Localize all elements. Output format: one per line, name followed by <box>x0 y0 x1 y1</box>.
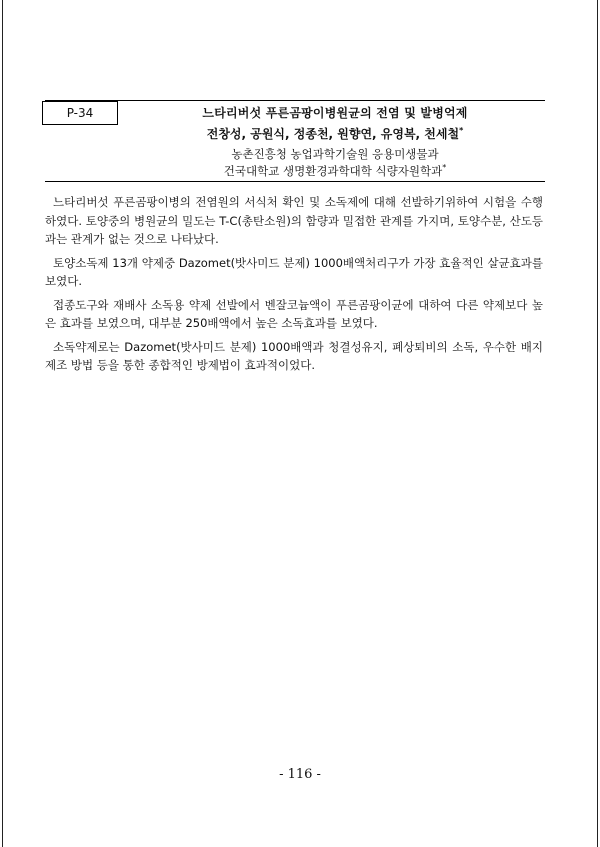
page-number: - 116 - <box>279 767 321 782</box>
paragraph: 소독약제로는 Dazomet(밧사미드 분제) 1000배액과 청결성유지, 폐상퇴비의 소독, 우수한 배지제조 방법 등을 통한 종합적인 방제법이 효과적이었다. <box>45 339 543 372</box>
author-list <box>130 125 540 142</box>
page-border-left <box>2 0 3 847</box>
affiliation-2-text: 건국대학교 생명환경과학대학 식량자원학과 <box>223 164 443 178</box>
affiliation-1: 농촌진흥청 농업과학기술원 응용미생물과 <box>231 147 439 161</box>
author-names: 전창성, 공원식, 정종천, 원향연, 유영복, 천세철 <box>206 127 460 141</box>
paragraph: 토양소독제 13개 약제중 Dazomet(밧사미드 분제) 1000배액처리구가 가장 효율적인 살균효과를 보였다. <box>45 255 543 288</box>
paragraph: 느타리버섯 푸른곰팡이병의 전염원의 서식처 확인 및 소독제에 대해 선발하기위하여 시험을 수행하였다. 토양중의 병원균의 밀도는 T-C(총탄소원)의 함량과 밀접한 관계를 가지며, 토양수분, 산도등과는 관계가 없는 것으로 나타났다. <box>45 195 543 246</box>
poster-id-box: P-34 <box>42 101 118 125</box>
author-affiliation-mark: * <box>459 126 464 135</box>
affiliation-2-mark: * <box>442 163 447 173</box>
header-rule-top <box>45 100 545 101</box>
paragraph: 접종도구와 재배사 소독용 약제 선발에서 벤잘코늄액이 푸른곰팡이균에 대하여 다른 약제보다 높은 효과를 보였으며, 대부분 250배액에서 높은 소독효과를 보였다. <box>45 297 543 330</box>
page-border-right <box>597 0 598 847</box>
abstract-body <box>45 193 543 380</box>
header-rule-bottom <box>45 181 545 182</box>
paper-title: 느타리버섯 푸른곰팡이병원균의 전염 및 발병억제 <box>202 106 468 120</box>
affiliation-2 <box>130 163 540 179</box>
